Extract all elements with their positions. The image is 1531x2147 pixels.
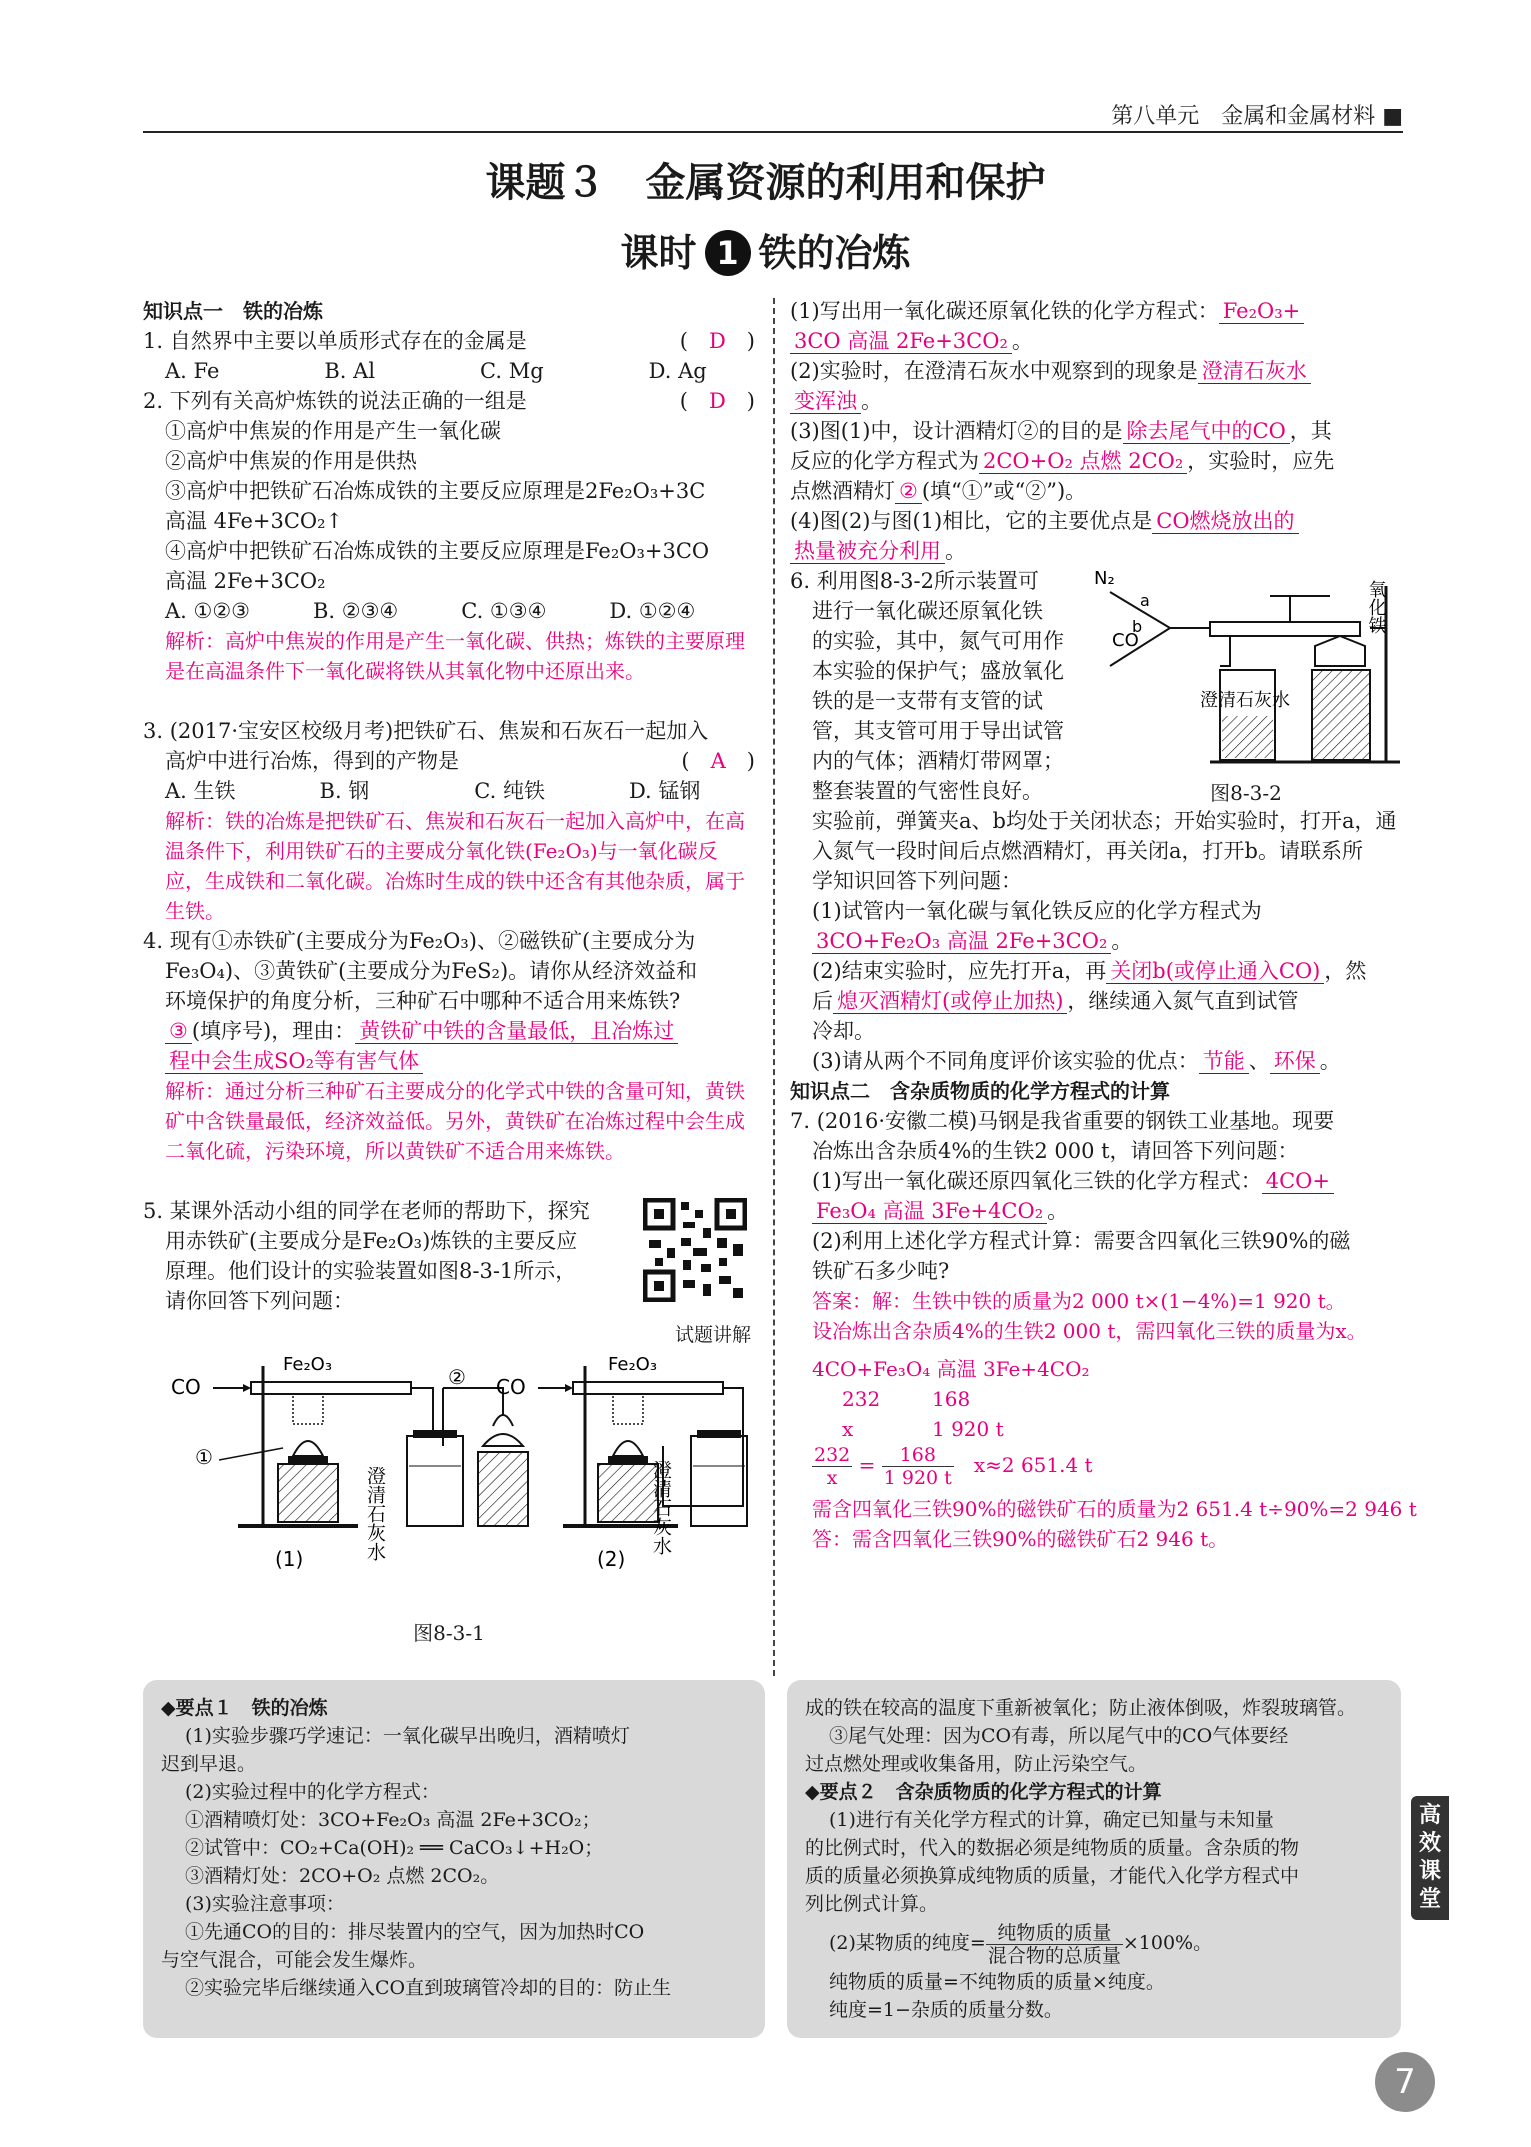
key-point-1-line-6: ③酒精灯处：2CO+O₂ 点燃 2CO₂。 — [185, 1865, 500, 1887]
q2-item-4: ④高炉中把铁矿石冶炼成铁的主要反应原理是Fe₂O₃+3CO — [165, 539, 710, 563]
page-number: 7 — [1375, 2052, 1435, 2112]
key-point-1-line-10: ②实验完毕后继续通入CO直到玻璃管冷却的目的：防止生 — [185, 1977, 672, 1999]
q5-4-answer-b: 热量被充分利用 — [790, 539, 945, 564]
q6-line-3: 的实验，其中，氮气可用作 — [812, 629, 1064, 653]
key-point-2-heading: ◆要点２ 含杂质物质的化学方程式的计算 — [805, 1781, 1162, 1803]
q5-part-2: (2)实验时，在澄清石灰水中观察到的现象是 澄清石灰水 — [790, 356, 1402, 386]
lime-water-label-1: 澄清石灰水 — [364, 1466, 386, 1561]
q7-1-answer-b: Fe₃O₄ 高温 3Fe+4CO₂ — [812, 1199, 1047, 1224]
q2-item-4-equation: 高温 2Fe+3CO₂ — [165, 569, 326, 593]
co-label-1: CO — [171, 1375, 201, 1399]
side-tab-label: 高效课堂 — [1419, 1803, 1442, 1912]
q6-line-2: 进行一氧化碳还原氧化铁 — [812, 599, 1043, 623]
key-point-cont-line-2: ③尾气处理：因为CO有毒，所以尾气中的CO气体要经 — [829, 1725, 1289, 1747]
q5-1-answer-b: 3CO 高温 2Fe+3CO₂ — [790, 329, 1012, 354]
q5-3-answer-b: 2CO+O₂ 点燃 2CO₂ — [979, 449, 1187, 474]
key-point-2-line-3: 质的质量必须换算成纯物质的质量，才能代入化学方程式中 — [805, 1865, 1300, 1887]
key-point-1-line-9: 与空气混合，可能会发生爆炸。 — [161, 1949, 428, 1971]
key-point-box-2 — [787, 1680, 1401, 2038]
q2-item-2: ②高炉中焦炭的作用是供热 — [165, 449, 417, 473]
key-point-2-line-2: 的比例式时，代入的数据必须是纯物质的质量。含杂质的物 — [805, 1837, 1300, 1859]
q7-part-2-cont: 铁矿石多少吨? — [812, 1259, 950, 1283]
clip-a-label: a — [1140, 591, 1150, 610]
q4-line-5 — [143, 1046, 755, 1076]
q5-intro — [143, 1196, 755, 1320]
q2-item-3: ③高炉中把铁矿石冶炼成铁的主要反应原理是2Fe₂O₃+3C — [165, 479, 706, 503]
key-point-1-line-8: ①先通CO的目的：排尽装置内的空气，因为加热时CO — [185, 1921, 645, 1943]
q3-answer: A — [710, 749, 726, 773]
q4-answer-reason-2: 程中会生成SO₂等有害气体 — [165, 1049, 423, 1074]
q5-2-answer-a: 澄清石灰水 — [1198, 359, 1311, 384]
q4-answer-reason-1: 黄铁矿中铁的含量最低，且冶炼过 — [355, 1019, 678, 1044]
q7-solution-equation: 4CO+Fe₃O₄ 高温 3Fe+4CO₂ — [812, 1357, 1090, 1381]
q7-line-2: 冶炼出含杂质4%的生铁2 000 t，请回答下列问题： — [812, 1139, 1299, 1163]
q6-line-7: 内的气体；酒精灯带网罩； — [812, 749, 1064, 773]
q5-line-4: 请你回答下列问题： — [165, 1289, 354, 1313]
q3-options: A. 生铁 B. 钢 C. 纯铁 D. 锰钢 — [165, 779, 701, 803]
knowledge-point-1: 知识点一 铁的冶炼 — [143, 299, 323, 323]
running-header: 第八单元 金属和金属材料 ■ — [1111, 104, 1403, 129]
q6-part-2-cont: 后 熄灭酒精灯(或停止加热) ，继续通入氮气直到试管 — [812, 989, 1299, 1013]
q7-solution-ratio-1: 232 168 — [842, 1387, 971, 1411]
q6-line-11: 学知识回答下列问题： — [812, 869, 1022, 893]
key-point-1-line-1: (1)实验步骤巧学速记：一氧化碳早出晚归，酒精喷灯 — [185, 1725, 630, 1747]
panel-1-label: (1) — [275, 1547, 304, 1571]
key-point-1-line-2: 迟到早退。 — [161, 1753, 257, 1775]
burner-1-label: ① — [195, 1445, 213, 1469]
right-column — [790, 296, 1417, 1554]
q7-solution-3: 需含四氧化三铁90%的磁铁矿石的质量为2 651.4 t÷90%=2 946 t — [812, 1497, 1417, 1521]
apparatus-diagram-1 — [143, 1356, 755, 1618]
q4-line-1: 4. 现有①赤铁矿(主要成分为Fe₂O₃)、②磁铁矿(主要成分为 — [143, 929, 696, 953]
key-point-1-line-3: (2)实验过程中的化学方程式： — [185, 1781, 440, 1803]
q4-line-2: Fe₃O₄)、③黄铁矿(主要成分为FeS₂)。请你从经济效益和 — [165, 959, 698, 983]
knowledge-point-2: 知识点二 含杂质物质的化学方程式的计算 — [790, 1079, 1170, 1103]
q2-item-1: ①高炉中焦炭的作用是产生一氧化碳 — [165, 419, 501, 443]
q2-options: A. ①②③ B. ②③④ C. ①③④ D. ①②④ — [165, 599, 696, 623]
q5-3-answer-a: 除去尾气中的CO — [1123, 419, 1290, 444]
q6-part-1-answer-line: 3CO+Fe₂O₃ 高温 2Fe+3CO₂ 。 — [790, 926, 1402, 956]
iron-oxide-label: 氧化铁 — [1365, 580, 1387, 634]
lime-water-label-2: 澄清石灰水 — [650, 1460, 672, 1555]
q7-1-answer-a: 4CO+ — [1262, 1169, 1334, 1194]
co-label-3: CO — [1112, 630, 1139, 651]
fe2o3-label-1: Fe₂O₃ — [283, 1356, 333, 1375]
q5-1-answer-a: Fe₂O₃+ — [1219, 299, 1305, 324]
q5-line-1: 5. 某课外活动小组的同学在老师的帮助下，探究 — [143, 1199, 590, 1223]
q7-solution-2: 设冶炼出含杂质4%的生铁2 000 t，需四氧化三铁的质量为x。 — [812, 1319, 1367, 1343]
key-point-1-line-7: (3)实验注意事项： — [185, 1893, 345, 1915]
qr-caption: 试题讲解 — [674, 1324, 751, 1346]
q2-explanation: 解析：高炉中焦炭的作用是产生一氧化碳、供热；炼铁的主要原理是在高温条件下一氧化碳将铁从其氧化物中还原出来。 — [165, 629, 745, 683]
q5-line-2: 用赤铁矿(主要成分是Fe₂O₃)炼铁的主要反应 — [165, 1229, 578, 1253]
figure-8-3-1 — [143, 1356, 755, 1618]
q4-line-3: 环境保护的角度分析，三种矿石中哪种不适合用来炼铁? — [165, 989, 681, 1013]
q6-part-1: (1)试管内一氧化碳与氧化铁反应的化学方程式为 — [812, 899, 1262, 923]
q6-line-10: 入氮气一段时间后点燃酒精灯，再关闭a，打开b。请联系所 — [812, 839, 1363, 863]
burner-2-label: ② — [448, 1365, 466, 1389]
co-label-2: CO — [496, 1375, 526, 1399]
side-tab — [1411, 1796, 1449, 1920]
q5-part-3-cont2: 点燃酒精灯 ② (填“①”或“②”)。 — [790, 479, 1087, 503]
q2-stem: 2. 下列有关高炉炼铁的说法正确的一组是 ( D ) — [143, 389, 755, 413]
key-point-2-line-7: 纯度=1−杂质的质量分数。 — [829, 1999, 1063, 2021]
q5-part-4: (4)图(2)与图(1)相比，它的主要优点是 CO燃烧放出的 — [790, 506, 1402, 536]
key-point-2-line-4: 列比例式计算。 — [805, 1893, 939, 1915]
panel-2-label: (2) — [597, 1547, 626, 1571]
q5-part-3-cont: 反应的化学方程式为 2CO+O₂ 点燃 2CO₂ ，实验时，应先 — [790, 449, 1335, 473]
q2-answer: D — [708, 389, 726, 413]
q3-stem-1: 3. (2017·宝安区校级月考)把铁矿石、焦炭和石灰石一起加入 — [143, 719, 709, 743]
q1-stem: 1. 自然界中主要以单质形式存在的金属是 ( D ) — [143, 329, 755, 353]
q4-answer-choice: ③ — [165, 1019, 192, 1044]
fe2o3-label-2: Fe₂O₃ — [608, 1356, 658, 1375]
q3-explanation: 解析：铁的冶炼是把铁矿石、焦炭和石灰石一起加入高炉中，在高温条件下，利用铁矿石的主要成分氧化铁(Fe₂O₃)与一氧化碳反应，生成铁和二氧化碳。冶炼时生成的铁中还含有其他杂质，属于生铁。 — [165, 809, 745, 923]
lesson-title: 课题３ 金属资源的利用和保护 — [485, 160, 1046, 206]
n2-label: N₂ — [1094, 568, 1115, 589]
q6-line-9: 实验前，弹簧夹a、b均处于关闭状态；开始实验时，打开a，通 — [812, 809, 1397, 833]
q6-3-answer-a: 节能 — [1199, 1049, 1249, 1074]
header-rule — [143, 131, 1403, 133]
key-point-2-line-1: (1)进行有关化学方程式的计算，确定已知量与未知量 — [829, 1809, 1274, 1831]
q5-3-answer-c: ② — [895, 479, 922, 504]
q5-part-1: (1)写出用一氧化碳还原氧化铁的化学方程式： Fe₂O₃+ — [790, 296, 1402, 326]
qr-code-icon[interactable] — [643, 1198, 747, 1302]
q6-intro — [790, 566, 1402, 806]
q7-part-1-cont: Fe₃O₄ 高温 3Fe+4CO₂ 。 — [790, 1196, 1402, 1226]
q7-solution-ratio-2: x 1 920 t — [842, 1417, 1004, 1441]
q7-solution-proportion: $\frac{232}{x}$ = $\frac{168}{1 920 t}$ x≈2 651.4 t — [814, 1444, 1093, 1489]
figure-8-3-2-caption: 图8-3-2 — [1210, 781, 1282, 805]
q6-line-1: 6. 利用图8-3-2所示装置可 — [790, 569, 1039, 593]
q7-solution-1: 答案：解：生铁中铁的质量为2 000 t×(1−4%)=1 920 t。 — [812, 1289, 1346, 1313]
key-point-cont-line-1: 成的铁在较高的温度下重新被氧化；防止液体倒吸，炸裂玻璃管。 — [805, 1697, 1357, 1719]
q6-line-4: 本实验的保护气；盛放氧化 — [812, 659, 1064, 683]
lesson-number-badge: 1 — [705, 230, 751, 276]
q5-part-3: (3)图(1)中，设计酒精灯②的目的是 除去尾气中的CO ，其 — [790, 419, 1332, 443]
q6-part-2-end: 冷却。 — [812, 1019, 875, 1043]
q6-2-answer-b: 熄灭酒精灯(或停止加热) — [833, 989, 1067, 1014]
q7-part-2: (2)利用上述化学方程式计算：需要含四氧化三铁90%的磁 — [812, 1229, 1351, 1253]
key-point-box-1 — [143, 1680, 765, 2038]
q6-line-5: 铁的是一支带有支管的试 — [812, 689, 1043, 713]
q5-part-4-cont: 热量被充分利用 。 — [790, 536, 1402, 566]
q3-stem-2: 高炉中进行冶炼，得到的产物是 ( A ) — [165, 749, 755, 773]
q1-options: A. Fe B. Al C. Mg D. Ag — [165, 359, 707, 383]
clip-b-label: b — [1132, 617, 1143, 636]
q6-line-8: 整套装置的气密性良好。 — [812, 779, 1043, 803]
key-point-1-line-4: ①酒精喷灯处：3CO+Fe₂O₃ 高温 2Fe+3CO₂； — [185, 1809, 601, 1831]
q4-line-4: ③ (填序号)，理由： 黄铁矿中铁的含量最低，且冶炼过 — [143, 1016, 755, 1046]
q5-line-3: 原理。他们设计的实验装置如图8-3-1所示， — [165, 1259, 577, 1283]
column-divider — [773, 298, 775, 1676]
subtitle-text: 铁的冶炼 — [758, 231, 911, 275]
key-point-cont-line-3: 过点燃处理或收集备用，防止污染空气。 — [805, 1753, 1148, 1775]
q6-2-answer-a: 关闭b(或停止通入CO) — [1106, 959, 1324, 984]
q6-3-answer-b: 环保 — [1270, 1049, 1320, 1074]
q6-part-3: (3)请从两个不同角度评价该实验的优点： 节能 、 环保 。 — [812, 1049, 1341, 1073]
q5-part-1-cont: 3CO 高温 2Fe+3CO₂ 。 — [790, 326, 1402, 356]
key-point-2-line-6: 纯物质的质量=不纯物质的质量×纯度。 — [829, 1971, 1165, 1993]
q7-solution-answer: 答：需含四氧化三铁90%的磁铁矿石2 946 t。 — [812, 1527, 1229, 1551]
q7-line-1: 7. (2016·安徽二模)马钢是我省重要的钢铁工业基地。现要 — [790, 1109, 1335, 1133]
lime-water-label-3a: 澄清石灰水 — [1200, 690, 1290, 711]
figure-8-3-2 — [1090, 566, 1402, 776]
q5-part-2-cont: 变浑浊 。 — [790, 386, 1402, 416]
figure-8-3-1-caption: 图8-3-1 — [413, 1621, 485, 1645]
key-point-1-heading: ◆要点１ 铁的冶炼 — [161, 1697, 328, 1719]
q7-part-1: (1)写出一氧化碳还原四氧化三铁的化学方程式： 4CO+ — [790, 1166, 1402, 1196]
key-point-1-line-5: ②试管中：CO₂+Ca(OH)₂ ══ CaCO₃↓+H₂O； — [185, 1837, 604, 1859]
lesson-subtitle — [0, 228, 1531, 278]
left-column — [143, 296, 755, 1648]
q5-2-answer-b: 变浑浊 — [790, 389, 861, 414]
key-point-2-purity-formula: (2)某物质的纯度= $\frac{\text{纯物质的质量}}{\text{混合物的总质量}}$ ×100%。 — [829, 1921, 1213, 1967]
q2-item-3-equation: 高温 4Fe+3CO₂↑ — [165, 509, 344, 533]
q5-4-answer-a: CO燃烧放出的 — [1152, 509, 1298, 534]
q6-1-answer: 3CO+Fe₂O₃ 高温 2Fe+3CO₂ — [812, 929, 1111, 954]
q4-explanation: 解析：通过分析三种矿石主要成分的化学式中铁的含量可知，黄铁矿中含铁量最低，经济效益低。另外，黄铁矿在冶炼过程中会生成二氧化硫，污染环境，所以黄铁矿不适合用来炼铁。 — [165, 1079, 745, 1163]
q6-part-2: (2)结束实验时，应先打开a，再 关闭b(或停止通入CO) ，然 — [812, 959, 1367, 983]
q1-answer: D — [708, 329, 726, 353]
subtitle-prefix: 课时 — [620, 231, 697, 275]
q6-line-6: 管，其支管可用于导出试管 — [812, 719, 1064, 743]
